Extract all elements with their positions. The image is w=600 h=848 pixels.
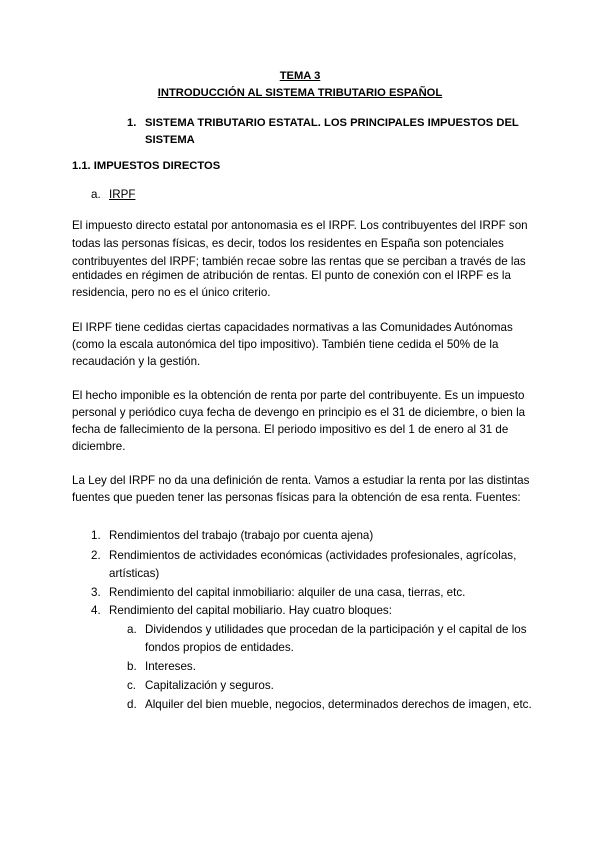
sublist-item-marker: a. — [127, 623, 137, 636]
subsection-heading: 1.1. IMPUESTOS DIRECTOS — [72, 160, 221, 172]
paragraph-line: residencia, pero no es el único criterio. — [72, 286, 271, 299]
sublist-item-marker: b. — [127, 660, 137, 673]
tema-title: INTRODUCCIÓN AL SISTEMA TRIBUTARIO ESPAÑOL — [157, 87, 443, 99]
paragraph-line: personal y periódico cuya fecha de devengo en principio es el 31 de diciembre, o bien la — [72, 406, 526, 419]
paragraph-line: fecha de fallecimiento de la persona. El periodo impositivo es del 1 de enero al 31 de — [72, 423, 509, 436]
list-item: Rendimientos de actividades económicas (actividades profesionales, agrícolas, — [109, 549, 517, 562]
sublist-item: Dividendos y utilidades que procedan de la participación y el capital de los — [145, 623, 527, 636]
list-item-marker: 3. — [91, 586, 101, 599]
sublist-item-marker: c. — [127, 679, 137, 692]
sublist-item-marker: d. — [127, 698, 137, 711]
paragraph-line: entidades en régimen de atribución de rentas. El punto de conexión con el IRPF es la — [72, 269, 511, 282]
tema-number: TEMA 3 — [279, 70, 321, 82]
sublist-item: Alquiler del bien mueble, negocios, determinados derechos de imagen, etc. — [145, 698, 532, 711]
paragraph-line: fuentes que pueden tener las personas físicas para la obtención de esa renta. Fuentes: — [72, 491, 521, 504]
section-number: 1. — [127, 117, 137, 129]
list-item: Rendimientos del trabajo (trabajo por cuenta ajena) — [109, 529, 374, 542]
item-a-label: IRPF — [109, 188, 136, 201]
paragraph-line: todas las personas físicas, es decir, todos los residentes en España son potenciales — [72, 237, 504, 250]
section-heading-line-1: SISTEMA TRIBUTARIO ESTATAL. LOS PRINCIPALES IMPUESTOS DEL — [145, 117, 519, 129]
paragraph-line: diciembre. — [72, 440, 126, 453]
list-item-marker: 4. — [91, 604, 101, 617]
sublist-item: Capitalización y seguros. — [145, 679, 274, 692]
sublist-item-continuation: fondos propios de entidades. — [145, 641, 294, 654]
section-heading-line-2: SISTEMA — [145, 134, 195, 146]
sublist-item: Intereses. — [145, 660, 196, 673]
list-item-marker: 2. — [91, 549, 101, 562]
list-item: Rendimiento del capital inmobiliario: alquiler de una casa, tierras, etc. — [109, 586, 466, 599]
paragraph-line: La Ley del IRPF no da una definición de renta. Vamos a estudiar la renta por las distintas — [72, 474, 530, 487]
item-a-marker: a. — [91, 188, 101, 201]
paragraph-line: (como la escala autonómica del tipo impositivo). También tiene cedida el 50% de la — [72, 338, 499, 351]
paragraph-line: El hecho imponible es la obtención de renta por parte del contribuyente. Es un impuesto — [72, 389, 525, 402]
paragraph-line: El IRPF tiene cedidas ciertas capacidades normativas a las Comunidades Autónomas — [72, 321, 513, 334]
paragraph-line: contribuyentes del IRPF; también recae sobre las rentas que se perciban a través de las — [72, 255, 526, 268]
list-item: Rendimiento del capital mobiliario. Hay cuatro bloques: — [109, 604, 392, 617]
list-item-continuation: artísticas) — [109, 567, 160, 580]
list-item-marker: 1. — [91, 529, 101, 542]
paragraph-line: recaudación y la gestión. — [72, 355, 201, 368]
paragraph-line: El impuesto directo estatal por antonomasia es el IRPF. Los contribuyentes del IRPF son — [72, 219, 528, 232]
